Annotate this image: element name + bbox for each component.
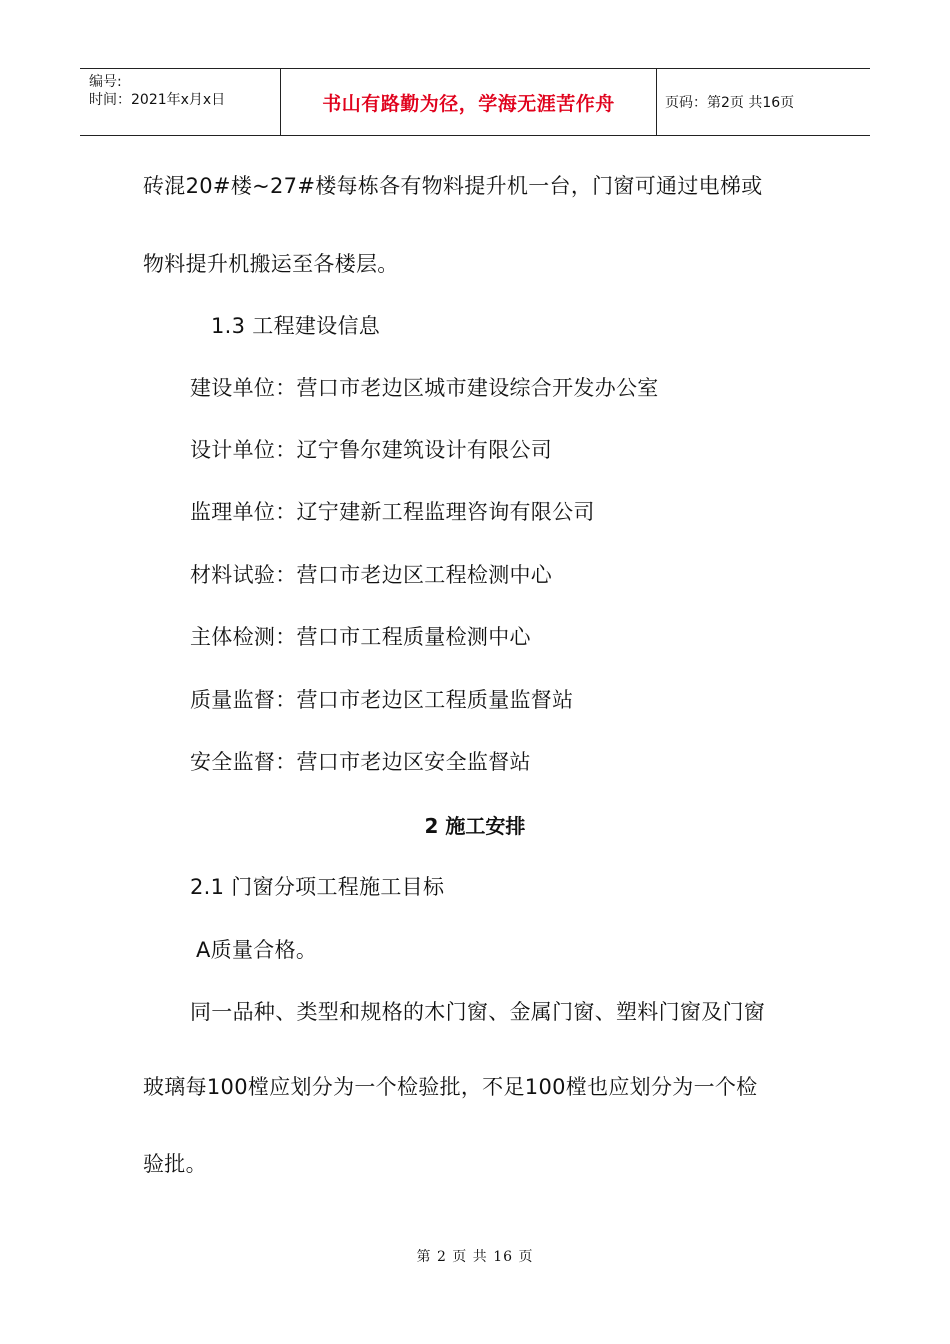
section-heading: 2 施工安排 — [424, 814, 526, 838]
header-meta-cell — [80, 69, 281, 135]
body-line: 同一品种、类型和规格的木门窗、金属门窗、塑料门窗及门窗 — [190, 1000, 766, 1024]
subsection-heading: 1.3 工程建设信息 — [211, 314, 381, 338]
page-header — [80, 68, 870, 136]
info-safety-supervision: 安全监督：营口市老边区安全监督站 — [190, 750, 531, 774]
header-page-info: 页码：第2页 共16页 — [665, 95, 795, 111]
info-design-unit: 设计单位：辽宁鲁尔建筑设计有限公司 — [190, 438, 553, 462]
info-construction-unit: 建设单位：营口市老边区城市建设综合开发办公室 — [190, 376, 659, 400]
body-line: 验批。 — [143, 1152, 207, 1176]
subsection-heading: 2.1 门窗分项工程施工目标 — [190, 875, 445, 899]
info-quality-supervision: 质量监督：营口市老边区工程质量监督站 — [190, 688, 574, 712]
info-material-testing: 材料试验：营口市老边区工程检测中心 — [190, 563, 553, 587]
document-number-label: 编号: — [89, 74, 122, 90]
info-structure-testing: 主体检测：营口市工程质量检测中心 — [190, 625, 531, 649]
header-motto: 书山有路勤为径，学海无涯苦作舟 — [281, 69, 657, 135]
body-line: 玻璃每100樘应划分为一个检验批，不足100樘也应划分为一个检 — [143, 1075, 758, 1099]
page-footer: 第 2 页 共 16 页 — [416, 1249, 534, 1265]
info-supervision-unit: 监理单位：辽宁建新工程监理咨询有限公司 — [190, 500, 595, 524]
document-date-label: 时间：2021年x月x日 — [89, 92, 226, 108]
body-line: 物料提升机搬运至各楼层。 — [143, 252, 399, 276]
body-line: A质量合格。 — [196, 938, 318, 962]
body-line: 砖混20#楼~27#楼每栋各有物料提升机一台，门窗可通过电梯或 — [143, 174, 763, 198]
